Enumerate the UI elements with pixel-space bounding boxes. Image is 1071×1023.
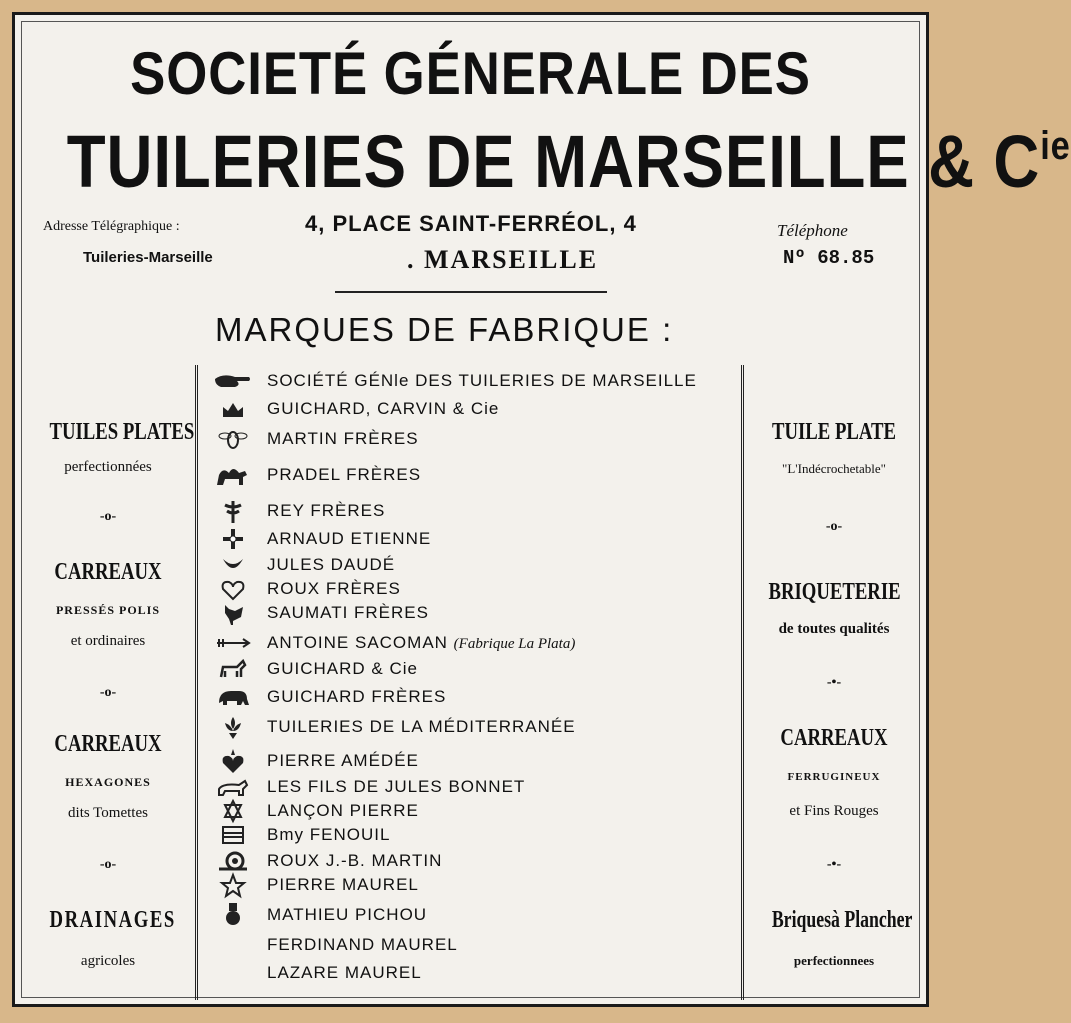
brand-name: SOCIÉTÉ GÉNle DES TUILERIES DE MARSEILLE xyxy=(267,371,697,390)
left-heading-drainages: DRAINAGES xyxy=(49,907,176,933)
right-sub-perfectionnees: perfectionnees xyxy=(793,953,875,968)
brand-name-main: ANTOINE SACOMAN xyxy=(267,633,448,652)
brand-row xyxy=(205,903,735,927)
elephant-icon xyxy=(213,685,253,709)
brand-name: LAZARE MAUREL xyxy=(267,963,422,982)
left-separator-1: -o- xyxy=(99,509,117,524)
brand-row xyxy=(205,823,735,847)
brand-name: ROUX FRÈRES xyxy=(267,579,401,598)
title-line-2-text: TUILERIES DE MARSEILLE & C xyxy=(66,120,1041,203)
brand-row xyxy=(205,369,735,393)
left-sub-presses: PRESSÉS POLIS xyxy=(55,603,161,617)
brand-name xyxy=(267,633,575,653)
street-address: 4, PLACE SAINT-FERRÉOL, 4 xyxy=(305,211,637,236)
drum-icon xyxy=(213,823,253,847)
left-sub-perfectionnees: perfectionnées xyxy=(64,459,152,475)
brand-row xyxy=(205,715,735,739)
right-heading-carreaux: CARREAUX xyxy=(780,725,888,751)
left-heading-tuiles: TUILES PLATES xyxy=(49,419,195,445)
city: . MARSEILLE xyxy=(407,245,599,274)
left-sub-agricoles: agricoles xyxy=(80,953,136,969)
brand-row xyxy=(205,799,735,823)
brand-name: GUICHARD, CARVIN & Cie xyxy=(267,399,500,418)
flaming-heart-icon xyxy=(213,749,253,773)
brand-row xyxy=(205,933,735,957)
title-superscript: ie xyxy=(1040,124,1071,168)
brand-row xyxy=(205,577,735,601)
right-column-divider xyxy=(741,365,744,1000)
brand-name: GUICHARD & Cie xyxy=(267,659,418,678)
cross-icon xyxy=(213,527,253,551)
right-heading-briques: Briquesà Plancher xyxy=(771,907,913,933)
brand-name: MATHIEU PICHOU xyxy=(267,905,428,924)
brand-name: PRADEL FRÈRES xyxy=(267,465,422,484)
fleur-de-lis-icon xyxy=(213,715,253,739)
brand-name: ARNAUD ETIENNE xyxy=(267,529,432,548)
brand-name: GUICHARD FRÈRES xyxy=(267,687,447,706)
bee-icon xyxy=(213,427,253,451)
marques-title: MARQUES DE FABRIQUE : xyxy=(215,311,674,348)
brand-row xyxy=(205,631,735,655)
telegraphic-address-value: Tuileries-Marseille xyxy=(83,249,213,266)
brand-row xyxy=(205,427,735,451)
star-icon xyxy=(213,873,253,897)
goat-icon xyxy=(213,657,253,681)
brand-row xyxy=(205,601,735,625)
hand-icon xyxy=(213,369,253,393)
dog-icon xyxy=(213,775,253,799)
brand-row xyxy=(205,499,735,523)
brand-name: Bmy FENOUIL xyxy=(267,825,391,844)
star-of-david-icon xyxy=(213,799,253,823)
medal-icon xyxy=(213,903,253,927)
brand-row xyxy=(205,849,735,873)
right-sub-fins-rouges: et Fins Rouges xyxy=(789,803,879,819)
brand-name: MARTIN FRÈRES xyxy=(267,429,419,448)
left-separator-2: -o- xyxy=(99,685,117,700)
telegraphic-address-label: Adresse Télégraphique : xyxy=(43,219,180,234)
right-separator-3: -•- xyxy=(826,857,842,872)
brand-name: FERDINAND MAUREL xyxy=(267,935,458,954)
brand-name: TUILERIES DE LA MÉDITERRANÉE xyxy=(267,717,576,736)
brand-name: JULES DAUDÉ xyxy=(267,555,396,574)
heart-icon xyxy=(213,577,253,601)
brand-name: LANÇON PIERRE xyxy=(267,801,419,820)
right-sub-qualites: de toutes qualités xyxy=(778,621,890,637)
crown-icon xyxy=(213,397,253,421)
brand-name: ROUX J.-B. MARTIN xyxy=(267,851,443,870)
brand-row xyxy=(205,463,735,487)
brand-row xyxy=(205,775,735,799)
brand-name: PIERRE AMÉDÉE xyxy=(267,751,419,770)
brand-name: LES FILS DE JULES BONNET xyxy=(267,777,526,796)
left-column-divider xyxy=(195,365,198,1000)
divider-rule xyxy=(335,291,607,293)
brand-row xyxy=(205,527,735,551)
left-heading-carreaux-2: CARREAUX xyxy=(54,731,162,757)
right-sub-ferrugineux: FERRUGINEUX xyxy=(787,771,881,783)
arrow-icon xyxy=(213,631,253,655)
rooster-icon xyxy=(213,601,253,625)
left-sub-tomettes: dits Tomettes xyxy=(68,805,148,821)
brand-row xyxy=(205,397,735,421)
right-heading-tuile: TUILE PLATE xyxy=(772,419,896,445)
camel-icon xyxy=(213,463,253,487)
crescent-icon xyxy=(213,553,253,577)
right-heading-briqueterie: BRIQUETERIE xyxy=(768,579,901,605)
advertisement-sheet xyxy=(12,12,1071,1007)
left-heading-carreaux-1: CARREAUX xyxy=(54,559,162,585)
phone-number: Nº 68.85 xyxy=(783,247,875,269)
brand-row xyxy=(205,657,735,681)
brand-row xyxy=(205,961,735,985)
title-line-1: SOCIETÉ GÉNERALE DES xyxy=(130,40,811,107)
brand-name: PIERRE MAUREL xyxy=(267,875,419,894)
left-separator-3: -o- xyxy=(99,857,117,872)
snail-icon xyxy=(213,849,253,873)
brand-name: SAUMATI FRÈRES xyxy=(267,603,429,622)
brand-row xyxy=(205,685,735,709)
brand-name-note: (Fabrique La Plata) xyxy=(453,636,576,652)
brand-name: REY FRÈRES xyxy=(267,501,386,520)
right-separator-1: -o- xyxy=(825,519,843,534)
title-line-2 xyxy=(66,119,1071,204)
phone-label: Téléphone xyxy=(777,221,848,240)
right-separator-2: -•- xyxy=(826,675,842,690)
left-sub-hexagones: HEXAGONES xyxy=(65,775,151,789)
right-sub-indecrochetable: "L'Indécrochetable" xyxy=(782,461,886,476)
left-sub-ordinaires: et ordinaires xyxy=(70,633,146,649)
brand-row xyxy=(205,553,735,577)
brand-row xyxy=(205,749,735,773)
caduceus-icon xyxy=(213,499,253,523)
brand-row xyxy=(205,873,735,897)
